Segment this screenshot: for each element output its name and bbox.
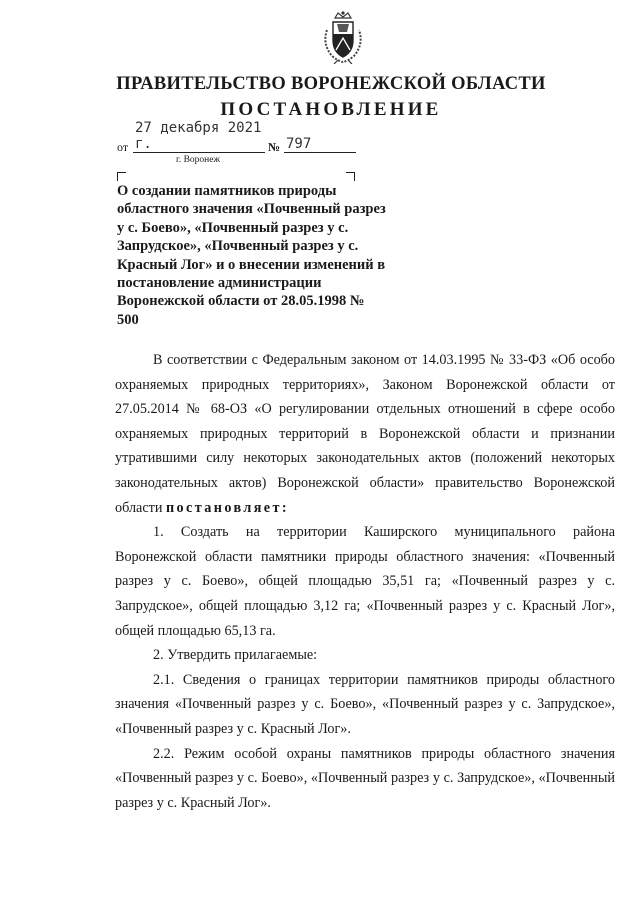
document-number: 797 <box>284 136 356 153</box>
document-date: 27 декабря 2021 г. <box>133 120 265 153</box>
number-label: № <box>268 140 281 154</box>
item-2: 2. Утвердить прилагаемые: <box>153 647 318 664</box>
document-subject: О создании памятников природы областного значения «Почвенный разрез у с. Боево», «Почвенный разрез у с. Запрудское», «Почвенный разрез у с. Красный Лог» и о внесении изменений в постановление администрации Воронежской области от 28.05.1998 № 500 <box>117 183 386 328</box>
government-title: ПРАВИТЕЛЬСТВО ВОРОНЕЖСКОЙ ОБЛАСТИ <box>116 74 546 94</box>
item-1: 1. Создать на территории Каширского муниципального района Воронежской области памятники природы областного значения: «Почвенный разрез у с. Боево», общей площадью 35,51 га; «Почвенный разрез у с. Запрудское», общей площадью 3,12 га; «Почвенный разрез у с. Красный Лог», общей площадью 65,13 га. <box>115 524 615 639</box>
preamble-paragraph <box>115 348 615 520</box>
subject-corner-right <box>346 172 355 181</box>
subject-corner-left <box>117 172 126 181</box>
coat-of-arms-icon <box>318 10 368 64</box>
item-2-2: 2.2. Режим особой охраны памятников природы областного значения «Почвенный разрез у с. Боево», «Почвенный разрез у с. Запрудское», «Почвенный разрез у с. Красный Лог». <box>115 745 615 811</box>
preamble-text: В соответствии с Федеральным законом от 14.03.1995 № 33-ФЗ «Об особо охраняемых природных территориях», Законом Воронежской области от 27.05.2014 № 68-ОЗ «О регулировании отдельных отношений в сфере особо охраняемых природных территорий в Воронежской области и признании утратившими силу некоторых законодательных актов (положений некоторых законодательных актов) Воронежской области» правительство Воронежской области <box>115 352 615 516</box>
dateline <box>117 120 477 156</box>
resolves-word: постановляет: <box>165 499 290 516</box>
document-body <box>115 348 615 815</box>
date-from-label: от <box>117 140 129 154</box>
document-type-title: ПОСТАНОВЛЕНИЕ <box>220 99 442 120</box>
item-2-1: 2.1. Сведения о границах территории памятников природы областного значения «Почвенный разрез у с. Боево», «Почвенный разрез у с. Запрудское», «Почвенный разрез у с. Красный Лог». <box>115 671 615 737</box>
city-label: г. Воронеж <box>176 155 221 165</box>
